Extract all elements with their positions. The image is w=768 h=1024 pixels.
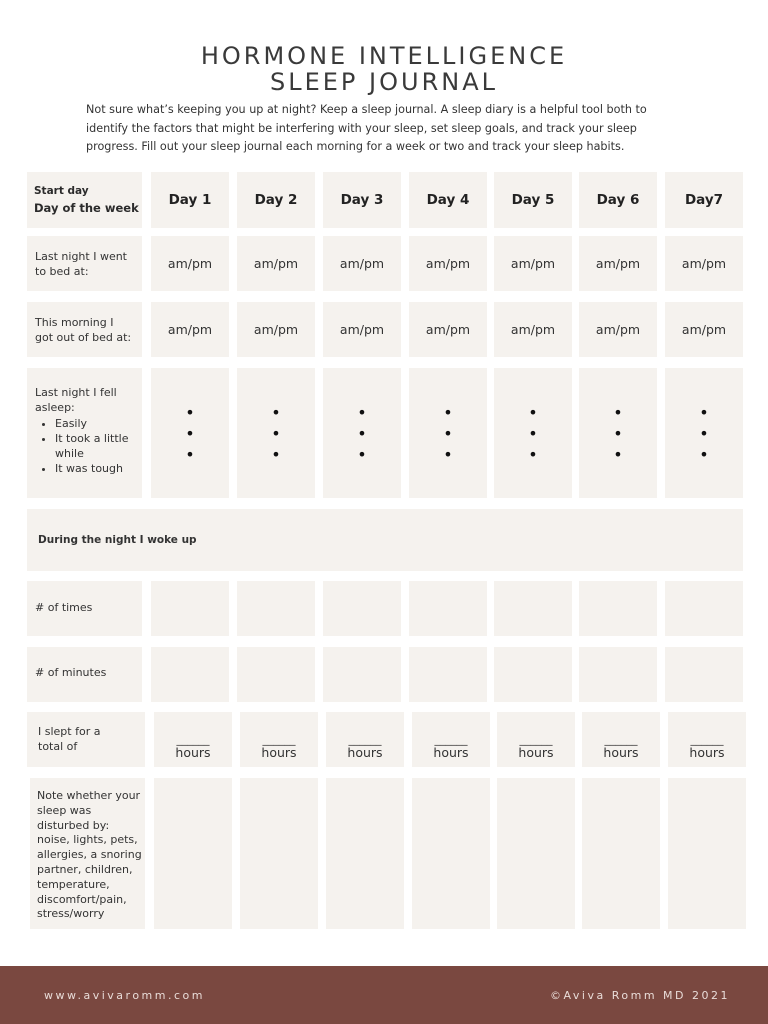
day-of-week-label: Day of the week [34, 201, 139, 215]
bullet-option-marker: • [443, 402, 453, 422]
wake-time-day-7[interactable] [665, 302, 743, 357]
bullet-option-marker: • [443, 444, 453, 464]
bed-time-day-7[interactable] [665, 236, 743, 291]
day-header-label: Day 2 [254, 192, 298, 208]
ampm-text: am/pm [339, 256, 385, 271]
ampm-text: am/pm [595, 322, 641, 337]
hours-unit: hours [689, 745, 725, 760]
bullet-option-marker: • [528, 444, 538, 464]
hours-unit: hours [603, 745, 639, 760]
hours-slept-day-5[interactable] [497, 712, 575, 767]
fell-asleep-day-2[interactable] [237, 368, 315, 498]
bullet-option-marker: • [357, 402, 367, 422]
fell-asleep-option: • It took a little while [55, 431, 134, 461]
fell-asleep-day-5[interactable] [494, 368, 572, 498]
ampm-text: am/pm [167, 256, 213, 271]
hours-blank-line: ______ [604, 733, 638, 746]
bullet-option-marker: • [185, 402, 195, 422]
minutes-day-4[interactable] [409, 647, 487, 702]
day-header-4 [409, 172, 487, 228]
hours-unit: hours [518, 745, 554, 760]
label-out-of-bed-text: This morning I got out of bed at: [35, 316, 132, 344]
hours-unit: hours [175, 745, 211, 760]
fell-asleep-day-7[interactable] [665, 368, 743, 498]
day-header-7 [665, 172, 743, 228]
hours-slept-day-3[interactable] [326, 712, 404, 767]
disturbances-text: Note whether your sleep was disturbed by: noise, lights, pets, allergies, a snoring partner, children, temperature, discomfort/pain, stress/worry [37, 789, 142, 921]
bullet-option-marker: • [443, 423, 453, 443]
fell-asleep-day-1[interactable] [151, 368, 229, 498]
fell-asleep-options [35, 416, 134, 476]
ampm-text: am/pm [510, 322, 556, 337]
footer-copyright: ©Aviva Romm MD 2021 [550, 989, 730, 1002]
bullet-option-marker: • [271, 444, 281, 464]
disturbance-note-day-1[interactable] [154, 778, 232, 929]
wake-time-day-6[interactable] [579, 302, 657, 357]
ampm-text: am/pm [681, 322, 727, 337]
bullet-option-marker: • [528, 402, 538, 422]
wake-time-day-2[interactable] [237, 302, 315, 357]
page-title-line1: HORMONE INTELLIGENCE [200, 42, 568, 70]
day-header-label: Day7 [684, 192, 724, 208]
hours-unit: hours [261, 745, 297, 760]
fell-asleep-day-3[interactable] [323, 368, 401, 498]
hours-blank-line: ______ [176, 733, 210, 746]
day-header-label: Day 5 [511, 192, 555, 208]
minutes-day-7[interactable] [665, 647, 743, 702]
wake-time-day-3[interactable] [323, 302, 401, 357]
fell-asleep-text: Last night I fell asleep: [35, 386, 117, 414]
footer-website[interactable]: www.avivaromm.com [44, 989, 205, 1002]
label-went-to-bed [27, 236, 142, 291]
disturbance-note-day-3[interactable] [326, 778, 404, 929]
bullet-option-marker: • [699, 423, 709, 443]
bullet-option-marker: • [271, 402, 281, 422]
label-out-of-bed [27, 302, 142, 357]
bullet-option-marker: • [357, 423, 367, 443]
label-fell-asleep [27, 368, 142, 498]
bed-time-day-2[interactable] [237, 236, 315, 291]
ampm-text: am/pm [167, 322, 213, 337]
fell-asleep-day-6[interactable] [579, 368, 657, 498]
ampm-text: am/pm [339, 322, 385, 337]
day-header-5 [494, 172, 572, 228]
label-minutes-text: # of minutes [35, 666, 107, 679]
ampm-text: am/pm [595, 256, 641, 271]
label-went-to-bed-text: Last night I went to bed at: [35, 250, 127, 278]
fell-asleep-option: • Easily [55, 416, 134, 431]
wake-time-day-4[interactable] [409, 302, 487, 357]
ampm-text: am/pm [253, 256, 299, 271]
ampm-text: am/pm [253, 322, 299, 337]
disturbance-note-day-6[interactable] [582, 778, 660, 929]
minutes-day-6[interactable] [579, 647, 657, 702]
disturbance-note-day-4[interactable] [412, 778, 490, 929]
bed-time-day-1[interactable] [151, 236, 229, 291]
times-day-3[interactable] [323, 581, 401, 636]
bullet-option-marker: • [613, 444, 623, 464]
day-header-3 [323, 172, 401, 228]
hours-blank-line: ______ [690, 733, 724, 746]
day-header-6 [579, 172, 657, 228]
bullet-option-marker: • [185, 423, 195, 443]
hours-blank-line: ______ [262, 733, 296, 746]
wake-time-day-5[interactable] [494, 302, 572, 357]
ampm-text: am/pm [510, 256, 556, 271]
disturbance-note-day-2[interactable] [240, 778, 318, 929]
label-times-text: # of times [35, 601, 93, 614]
woke-up-text: During the night I woke up [38, 533, 197, 546]
bed-time-day-4[interactable] [409, 236, 487, 291]
bullet-option-marker: • [185, 444, 195, 464]
day-header-label: Day 6 [596, 192, 640, 208]
day-header-label: Day 3 [340, 192, 384, 208]
times-day-4[interactable] [409, 581, 487, 636]
times-day-5[interactable] [494, 581, 572, 636]
label-times [27, 581, 142, 636]
bullet-option-marker: • [528, 423, 538, 443]
bed-time-day-5[interactable] [494, 236, 572, 291]
fell-asleep-option: • It was tough [55, 461, 134, 476]
ampm-text: am/pm [425, 322, 471, 337]
ampm-text: am/pm [425, 256, 471, 271]
day-header-2 [237, 172, 315, 228]
wake-time-day-1[interactable] [151, 302, 229, 357]
disturbance-note-day-5[interactable] [497, 778, 575, 929]
hours-blank-line: ______ [519, 733, 553, 746]
bullet-option-marker: • [271, 423, 281, 443]
bullet-option-marker: • [357, 444, 367, 464]
hours-slept-day-7[interactable] [668, 712, 746, 767]
bullet-option-marker: • [699, 444, 709, 464]
hours-slept-day-4[interactable] [412, 712, 490, 767]
minutes-day-2[interactable] [237, 647, 315, 702]
disturbance-note-day-7[interactable] [668, 778, 746, 929]
hours-slept-day-6[interactable] [582, 712, 660, 767]
day-header-1 [151, 172, 229, 228]
header-label-cell [27, 172, 142, 228]
times-day-1[interactable] [151, 581, 229, 636]
page-title-line2: SLEEP JOURNAL [270, 68, 498, 96]
intro-paragraph: Not sure what’s keeping you up at night? Keep a sleep journal. A sleep diary is a helpful tool both to identify the factors that might be interfering with your sleep, set sleep goals, and track your sleep progress. Fill out your sleep journal each morning for a week or two and track your sleep habits. [86, 103, 647, 153]
times-day-7[interactable] [665, 581, 743, 636]
footer [0, 966, 768, 1024]
label-minutes [27, 647, 142, 702]
fell-asleep-day-4[interactable] [409, 368, 487, 498]
day-header-label: Day 1 [168, 192, 212, 208]
bed-time-day-3[interactable] [323, 236, 401, 291]
ampm-text: am/pm [681, 256, 727, 271]
hours-blank-line: ______ [434, 733, 468, 746]
label-disturbances [30, 778, 145, 929]
times-day-2[interactable] [237, 581, 315, 636]
slept-total-text: I slept for a total of [38, 725, 101, 753]
hours-unit: hours [433, 745, 469, 760]
minutes-day-3[interactable] [323, 647, 401, 702]
day-header-label: Day 4 [426, 192, 470, 208]
hours-blank-line: ______ [348, 733, 382, 746]
bullet-option-marker: • [699, 402, 709, 422]
bullet-option-marker: • [613, 402, 623, 422]
hours-unit: hours [347, 745, 383, 760]
hours-slept-day-2[interactable] [240, 712, 318, 767]
label-slept-total [27, 712, 145, 767]
bed-time-day-6[interactable] [579, 236, 657, 291]
bullet-option-marker: • [613, 423, 623, 443]
start-day-label: Start day [34, 185, 89, 197]
times-day-6[interactable] [579, 581, 657, 636]
label-woke-up [27, 509, 743, 571]
minutes-day-5[interactable] [494, 647, 572, 702]
hours-slept-day-1[interactable] [154, 712, 232, 767]
minutes-day-1[interactable] [151, 647, 229, 702]
